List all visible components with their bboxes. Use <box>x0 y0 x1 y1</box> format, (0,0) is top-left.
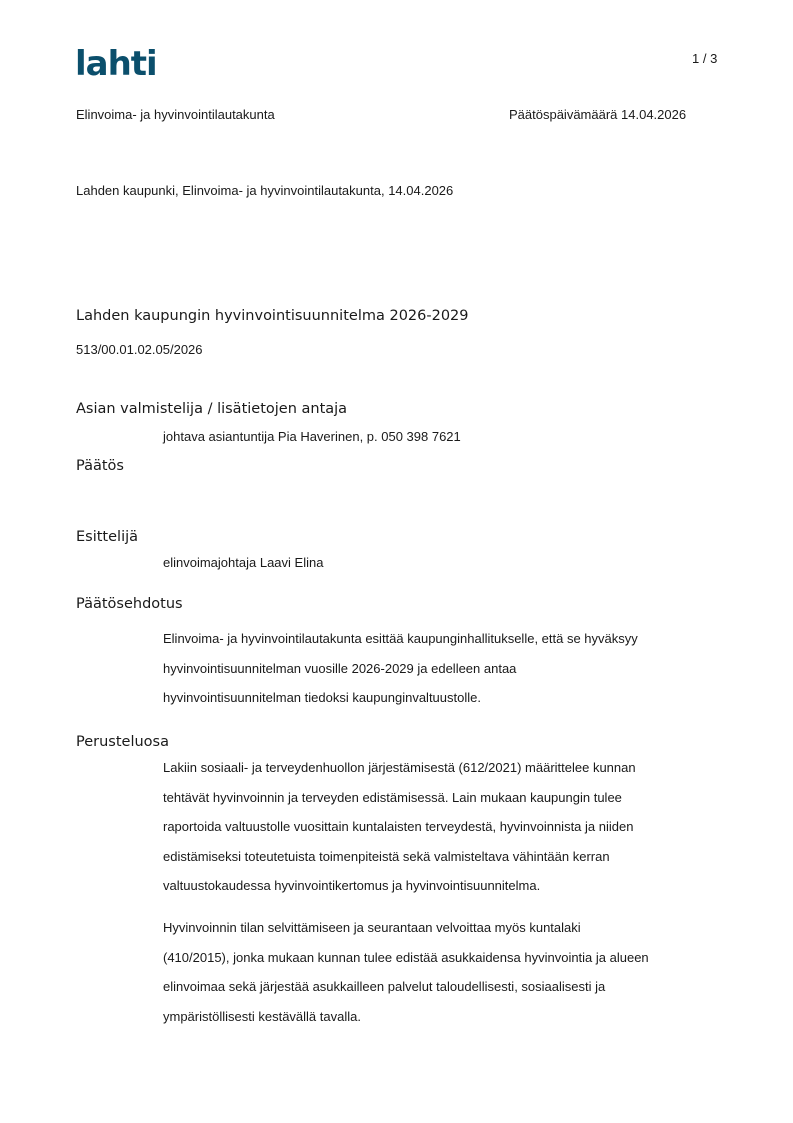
decision-label: Päätös <box>76 458 124 474</box>
decision-date: Päätöspäivämäärä 14.04.2026 <box>509 107 687 122</box>
proposal-line: Elinvoima- ja hyvinvointilautakunta esittää kaupunginhallitukselle, että se hyväksyy <box>163 631 638 646</box>
proposal-text <box>163 624 728 713</box>
presenter-label: Esittelijä <box>76 529 139 545</box>
rationale-line: elinvoimaa sekä järjestää asukkailleen palvelut taloudellisesti, sosiaalisesti ja <box>163 979 606 994</box>
rationale-label: Perusteluosa <box>76 734 169 750</box>
rationale-line: (410/2015), jonka mukaan kunnan tulee edistää asukkaidensa hyvinvointia ja alueen <box>163 949 649 965</box>
rationale-line: tehtävät hyvinvoinnin ja terveyden edistämisessä. Lain mukaan kaupungin tulee <box>163 789 622 805</box>
matter-title: Lahden kaupungin hyvinvointisuunnitelma 2026-2029 <box>76 308 469 324</box>
preparer-label: Asian valmistelija / lisätietojen antaja <box>76 401 348 417</box>
lahti-logo: lahti <box>75 44 157 84</box>
rationale-paragraph-1 <box>163 753 728 901</box>
presenter-value: elinvoimajohtaja Laavi Elina <box>163 555 324 570</box>
record-number: 513/00.01.02.05/2026 <box>76 342 203 357</box>
proposal-line: hyvinvointisuunnitelman vuosille 2026-2029 ja edelleen antaa <box>163 660 517 676</box>
rationale-line: ympäristöllisesti kestävällä tavalla. <box>163 1008 361 1024</box>
rationale-line: Hyvinvoinnin tilan selvittämiseen ja seurantaan velvoittaa myös kuntalaki <box>163 920 581 935</box>
rationale-paragraph-2 <box>163 913 728 1031</box>
rationale-line: raportoida valtuustolle vuosittain kuntalaisten terveydestä, hyvinvoinnista ja niiden <box>163 819 634 834</box>
meeting-line: Lahden kaupunki, Elinvoima- ja hyvinvointilautakunta, 14.04.2026 <box>76 183 454 198</box>
rationale-line: edistämiseksi toteutetuista toimenpiteistä sekä valmisteltava vähintään kerran <box>163 848 610 864</box>
preparer-value: johtava asiantuntija Pia Haverinen, p. 050 398 7621 <box>163 429 461 444</box>
page-number: 1 / 3 <box>692 51 718 66</box>
rationale-line: valtuustokaudessa hyvinvointikertomus ja hyvinvointisuunnitelma. <box>163 878 541 893</box>
rationale-line: Lakiin sosiaali- ja terveydenhuollon järjestämisestä (612/2021) määrittelee kunnan <box>163 760 636 775</box>
proposal-line: hyvinvointisuunnitelman tiedoksi kaupunginvaltuustolle. <box>163 690 481 705</box>
committee-name: Elinvoima- ja hyvinvointilautakunta <box>76 107 275 122</box>
proposal-label: Päätösehdotus <box>76 596 183 612</box>
